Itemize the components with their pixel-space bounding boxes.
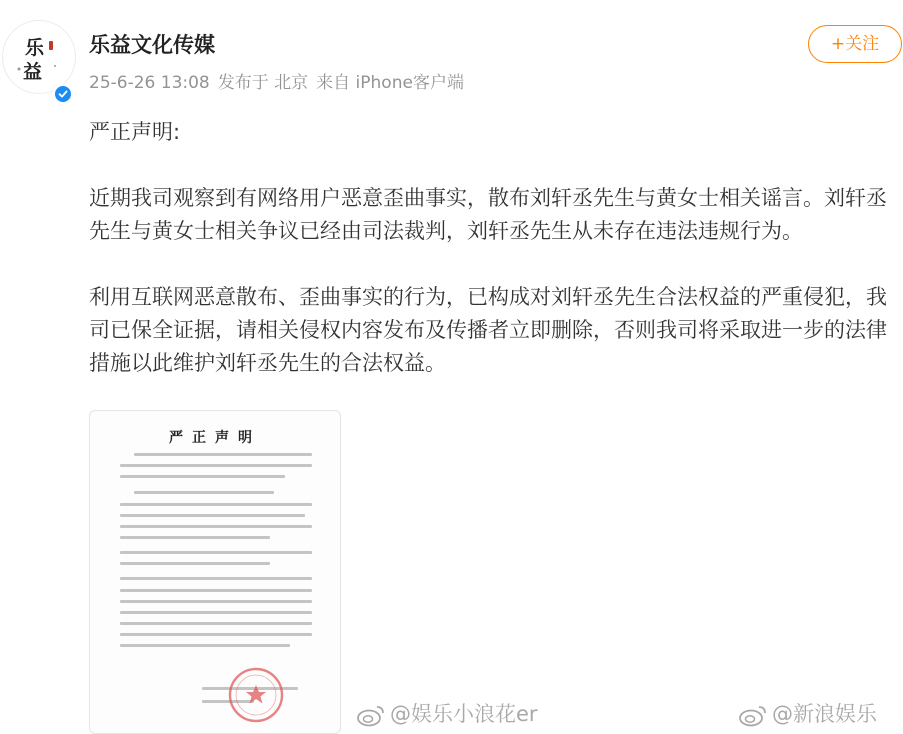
weibo-logo-icon bbox=[356, 703, 386, 727]
user-name[interactable]: 乐益文化传媒 bbox=[89, 33, 215, 57]
attachment-title: 严正声明 bbox=[169, 430, 261, 446]
avatar[interactable] bbox=[2, 20, 76, 94]
watermark bbox=[738, 702, 877, 727]
post-time[interactable]: 25-6-26 13:08 bbox=[89, 73, 210, 93]
post-body bbox=[89, 116, 901, 413]
post-source: 来自 iPhone客户端 bbox=[316, 73, 464, 93]
post-heading: 严正声明: bbox=[89, 120, 181, 144]
svg-text:乐: 乐 bbox=[25, 37, 45, 59]
avatar-logo bbox=[3, 21, 75, 93]
watermark-text: @新浪娱乐 bbox=[772, 702, 877, 726]
company-seal-icon bbox=[90, 411, 341, 734]
post-paragraph: 近期我司观察到有网络用户恶意歪曲事实，散布刘轩丞先生与黄女士相关谣言。刘轩丞先生与黄女士相关争议已经由司法裁判，刘轩丞先生从未存在违法违规行为。 bbox=[89, 186, 887, 243]
follow-button[interactable]: +关注 bbox=[808, 25, 902, 63]
watermark bbox=[356, 702, 538, 727]
post-meta bbox=[89, 72, 472, 94]
verified-badge-icon bbox=[53, 84, 73, 104]
watermark-text: @娱乐小浪花er bbox=[390, 702, 538, 726]
attachment-image[interactable] bbox=[89, 410, 341, 734]
svg-text:益: 益 bbox=[23, 61, 43, 83]
post-paragraph: 利用互联网恶意散布、歪曲事实的行为，已构成对刘轩丞先生合法权益的严重侵犯，我司已保全证据，请相关侵权内容发布及传播者立即删除，否则我司将采取进一步的法律措施以此维护刘轩丞先生的合法权益。 bbox=[89, 285, 887, 375]
post-location: 发布于 北京 bbox=[217, 73, 309, 93]
weibo-logo-icon bbox=[738, 703, 768, 727]
